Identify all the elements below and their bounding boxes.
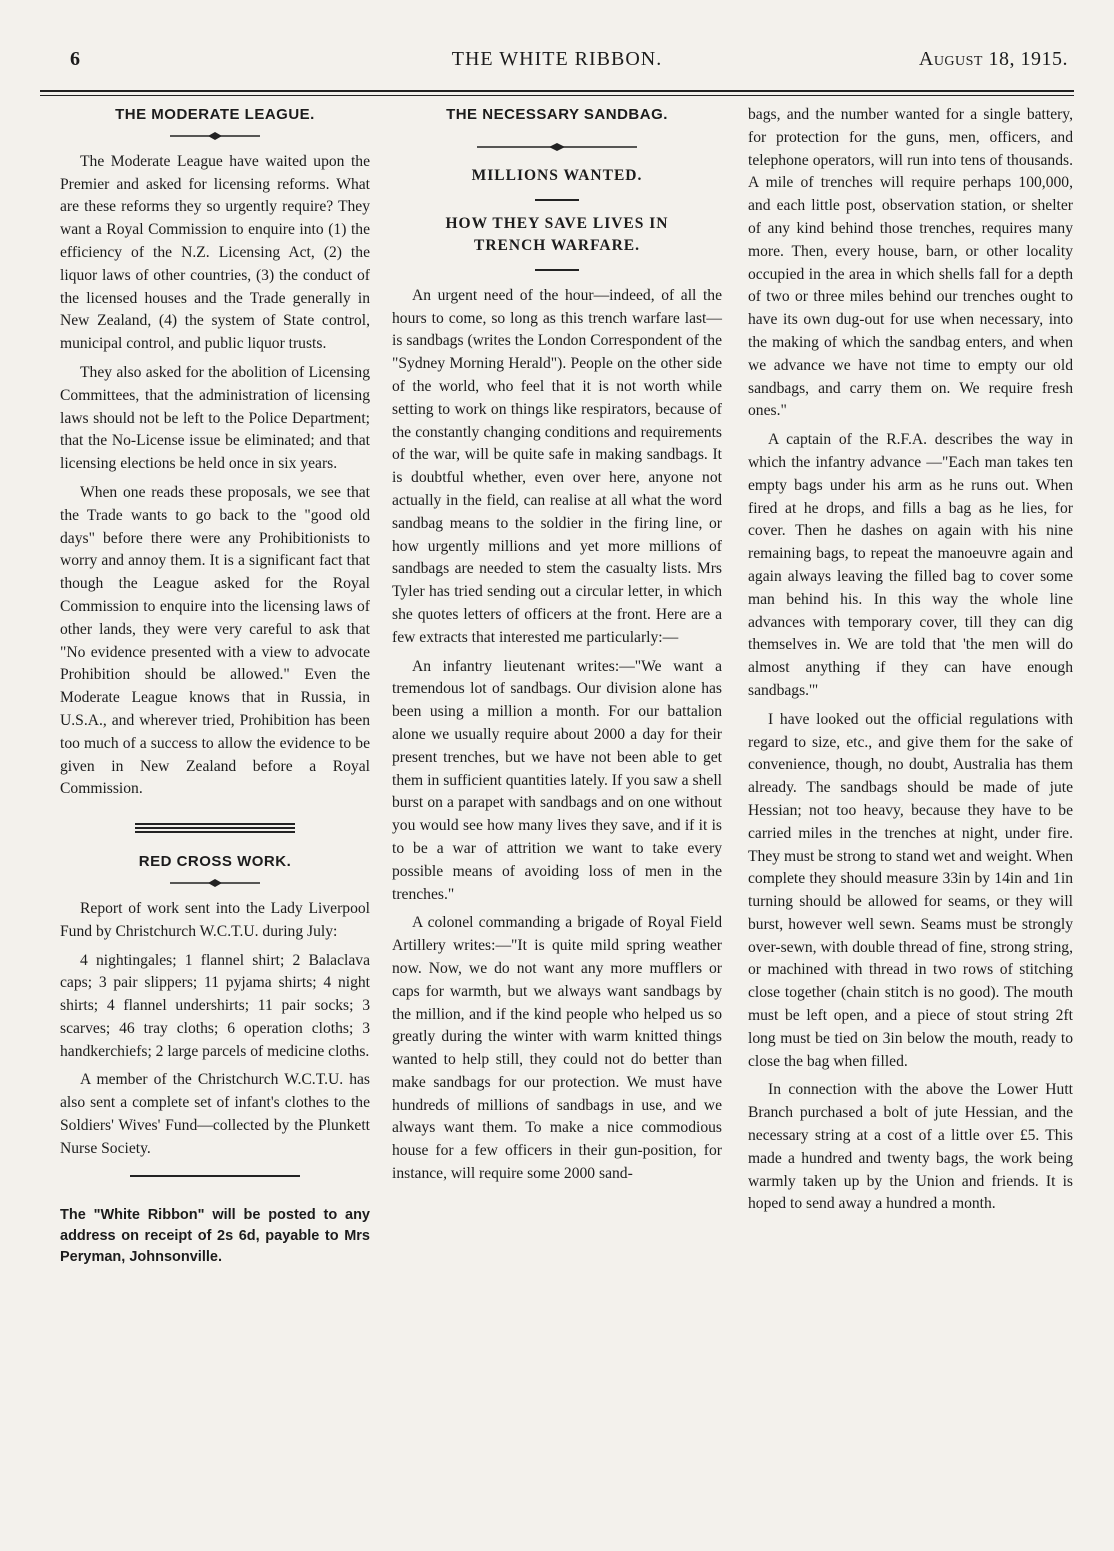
issue-date: August 18, 1915. — [918, 48, 1068, 70]
article-paragraph: Report of work sent into the Lady Liverpool Fund by Christchurch W.C.T.U. during July: — [60, 899, 370, 940]
column-left — [60, 104, 370, 1274]
column-middle — [392, 104, 722, 1192]
article-paragraph: A colonel commanding a brigade of Royal Field Artillery writes:—"It is quite mild spring weather now. Now, we do not want any more mufflers or caps for warmth, but we always want sandbags by the million, and if the kind people who helped us so greatly during the winter with warm knitted things wanted to help still, they could not do better than make sandbags for our protection. We must have hundreds of millions of sandbags in use, and we always want them. To make a nice commodious house for a few officers in their gun-position, for instance, will require some 2000 sand- — [392, 914, 722, 1183]
ornament-divider-icon — [170, 131, 260, 141]
article-paragraph: I have looked out the official regulations with regard to size, etc., and give them for the sake of convenience, though, no doubt, Australia has them already. The sandbags should be made of jute Hessian; not too heavy, because they have to be carried miles in the trenches at night, under fire. They must be strong to stand wet and weight. When complete they should measure 33in by 14in and 1in turning should be allowed for seams, or they will burst, however well sewn. Seams must be strongly over-sewn, with double thread of fine, strong string, or machined with thread in two rows of stitching close together (chain stitch is no good). The mouth must be left open, and a piece of stout string 2ft long must be tied on 3in below the mouth, ready to close the bag when filled. — [748, 710, 1073, 1070]
article-paragraph: A captain of the R.F.A. describes the way in which the infantry advance —"Each man takes ten empty bags under his arm as he runs out. When fired at he drops, and fills a bag as he lies, for cover. Then he dashes on again with his nine remaining bags, to repeat the manoeuvre again and again always leaving the filled bag to cover some man behind his. In this way the whole line advances with temporary cover, till they can dig themselves in. We are told that 'the men will do almost anything if they can have enough sandbags.'" — [748, 431, 1073, 699]
ornament-divider-icon — [170, 878, 260, 888]
header-rule — [40, 90, 1074, 92]
article-paragraph: A member of the Christchurch W.C.T.U. has also sent a complete set of infant's clothes to the Soldiers' Wives' Fund—collected by the Plunkett Nurse Society. — [60, 1071, 370, 1157]
subheading-save-lives-line1: HOW THEY SAVE LIVES IN — [445, 214, 669, 232]
article-paragraph: When one reads these proposals, we see that the Trade wants to go back to the "good old days" before there were any Prohibitionists to worry and annoy them. It is a significant fact that though the League asked for the Royal Commission to enquire into the licensing laws of other lands, they were very careful to ask that "No evidence presented with a view to advocate Prohibition should be allowed." Even the Moderate League knows that in Russia, in U.S.A., and wherever tried, Prohibition has been too much of a success to allow the evidence to be given in New Zealand before a Royal Commission. — [60, 483, 370, 798]
article-paragraph: They also asked for the abolition of Licensing Committees, that the administration of licensing laws should not be left to the Police Department; that the No-License issue be eliminated; and that licensing elections be held once in six years. — [60, 363, 370, 473]
publication-title: THE WHITE RIBBON. — [451, 48, 663, 70]
section-separator — [135, 823, 295, 833]
section-heading-red-cross: RED CROSS WORK. — [138, 853, 292, 871]
header-rule-thin — [40, 95, 1074, 96]
article-paragraph: The Moderate League have waited upon the Premier and asked for licensing reforms. What are these reforms they so urgently require? They want a Royal Commission to enquire into (1) the efficiency of the N.Z. Licensing Act, (2) the liquor laws of other countries, (3) the conduct of the licensed houses and the Trade generally in New Zealand, (4) the system of State control, municipal control, and public liquor trusts. — [60, 152, 370, 353]
article-paragraph: In connection with the above the Lower Hutt Branch purchased a bolt of jute Hessian, and the necessary string at a cost of a little over £5. This made a hundred and twenty bags, the work being warmly taken up by the Union and friends. It is hoped to send away a hundred a month. — [748, 1081, 1073, 1213]
notice-separator — [130, 1175, 300, 1177]
section-heading-moderate-league: THE MODERATE LEAGUE. — [115, 106, 315, 123]
article-paragraph: An urgent need of the hour—indeed, of all the hours to come, so long as this trench warfare last—is sandbags (writes the London Correspondent of the "Sydney Morning Herald"). People on the other side of the world, who feel that it is not worth while setting to work on things like respirators, because of the constantly changing conditions and requirements of the war, will be quite safe in making sandbags. It is doubtful whether, even over here, anyone not actually in the field, can realise at all what the word sandbag means to the soldier in the firing line, or how urgently millions and yet more millions of sandbags are needed to stem the casualty lists. Mrs Tyler has tried sending out a circular letter, in which she quotes letters of officers at the front. Here are a few extracts that interested me particularly:— — [392, 286, 722, 646]
subscription-notice: The "White Ribbon" will be posted to any address on receipt of 2s 6d, payable to Mrs Peryman, Johnsonville. — [60, 1206, 370, 1265]
section-heading-sandbag: THE NECESSARY SANDBAG. — [446, 106, 668, 123]
article-paragraph: bags, and the number wanted for a single battery, for protection for the guns, men, officers, and telephone operators, will run into tens of thousands. A mile of trenches will require perhaps 100,000, and each little post, observation station, or shelter of any kind behind those trenches, requires many more. Then, every house, barn, or other locality occupied in the area in which shells fall for a depth of two or three miles behind our trenches ought to have its own dug-out for use when necessary, into the making of which the sandbag enters, and when we advance we have not time to empty our old sandbags, and carry them on. We require fresh ones." — [748, 106, 1073, 420]
subheading-save-lives-line2: TRENCH WARFARE. — [474, 236, 640, 254]
column-right — [748, 104, 1073, 1222]
article-paragraph: 4 nightingales; 1 flannel shirt; 2 Balaclava caps; 3 pair slippers; 11 pyjama shirts; 4 night shirts; 4 flannel undershirts; 11 pair socks; 3 scarves; 46 tray cloths; 6 operation cloths; 3 handkerchiefs; 2 large parcels of medicine cloths. — [60, 951, 370, 1060]
subheading-millions-wanted: MILLIONS WANTED. — [471, 166, 643, 184]
short-rule — [535, 199, 579, 201]
page-number: 6 — [70, 48, 80, 70]
page-header — [40, 44, 1074, 84]
short-rule — [535, 269, 579, 271]
article-paragraph: An infantry lieutenant writes:—"We want a tremendous lot of sandbags. Our division alone has been using a million a month. For our battalion alone we usually require about 2000 a day for their present trenches, but we have not been able to get them in sufficient quantities lately. If you saw a shell burst on a parapet with sandbags and on one without you would see how many lives they save, and if it is to be a war of attrition we want to take every possible means of avoiding loss of men in the trenches." — [392, 657, 722, 903]
ornament-divider-icon — [477, 141, 637, 153]
